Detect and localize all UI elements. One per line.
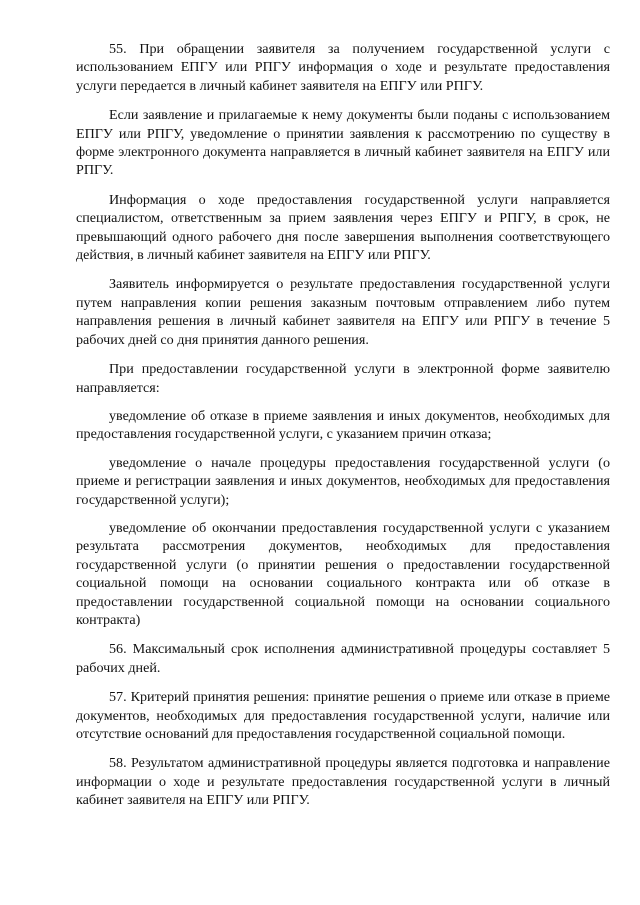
paragraph-refusal-notice: уведомление об отказе в приеме заявления и иных документов, необходимых для предоставления государственной услуги, с указанием причин отказа; xyxy=(76,407,610,443)
paragraph-progress-information: Информация о ходе предоставления государственной услуги направляется специалистом, ответственным за прием заявления через ЕПГУ и РПГУ, в срок, не превышающий одного рабочего дня после завершения выполнения соответствующего действия, в личный кабинет заявителя на ЕПГУ или РПГУ. xyxy=(76,191,610,264)
paragraph-58: 58. Результатом административной процедуры является подготовка и направление информации о ходе и результате предоставления государственной услуги в личный кабинет заявителя на ЕПГУ или РПГУ. xyxy=(76,755,610,809)
paragraph-start-notice: уведомление о начале процедуры предоставления государственной услуги (о приеме и регистрации заявления и иных документов, необходимых для предоставления государственной услуги); xyxy=(76,454,610,508)
paragraph-57: 57. Критерий принятия решения: принятие решения о приеме или отказе в приеме документов, необходимых для предоставления государственной услуги, наличие или отсутствие оснований для предоставления государственной социальной помощи. xyxy=(76,689,610,742)
paragraph-result-information: Заявитель информируется о результате предоставления государственной услуги путем направления копии решения заказным почтовым отправлением либо путем направления решения в личный кабинет заявителя на ЕПГУ или РПГУ в течение 5 рабочих дней со дня принятия данного решения. xyxy=(76,276,610,348)
paragraph-completion-notice: уведомление об окончании предоставления государственной услуги с указанием результата рассмотрения документов, необходимых для предоставления государственной услуги (о принятии решения о предоставлении государственной социальной помощи на основании социального контракта или об отказе в предоставлении государственной социальной помощи на основании социального контракта) xyxy=(76,519,610,628)
paragraph-56: 56. Максимальный срок исполнения административной процедуры составляет 5 рабочих дней. xyxy=(76,641,610,676)
paragraph-epgu-notification: Если заявление и прилагаемые к нему документы были поданы с использованием ЕПГУ или РПГУ, уведомление о принятии заявления к рассмотрению по существу в форме электронного документа направляется в личный кабинет заявителя на ЕПГУ или РПГУ. xyxy=(76,107,610,179)
document-body xyxy=(76,40,610,821)
paragraph-electronic-form-intro: При предоставлении государственной услуги в электронной форме заявителю направляется: xyxy=(76,361,610,396)
paragraph-55: 55. При обращении заявителя за получением государственной услуги с использованием ЕПГУ или РПГУ информация о ходе и результате предоставления услуги передается в личный кабинет заявителя на ЕПГУ или РПГУ. xyxy=(76,41,610,94)
